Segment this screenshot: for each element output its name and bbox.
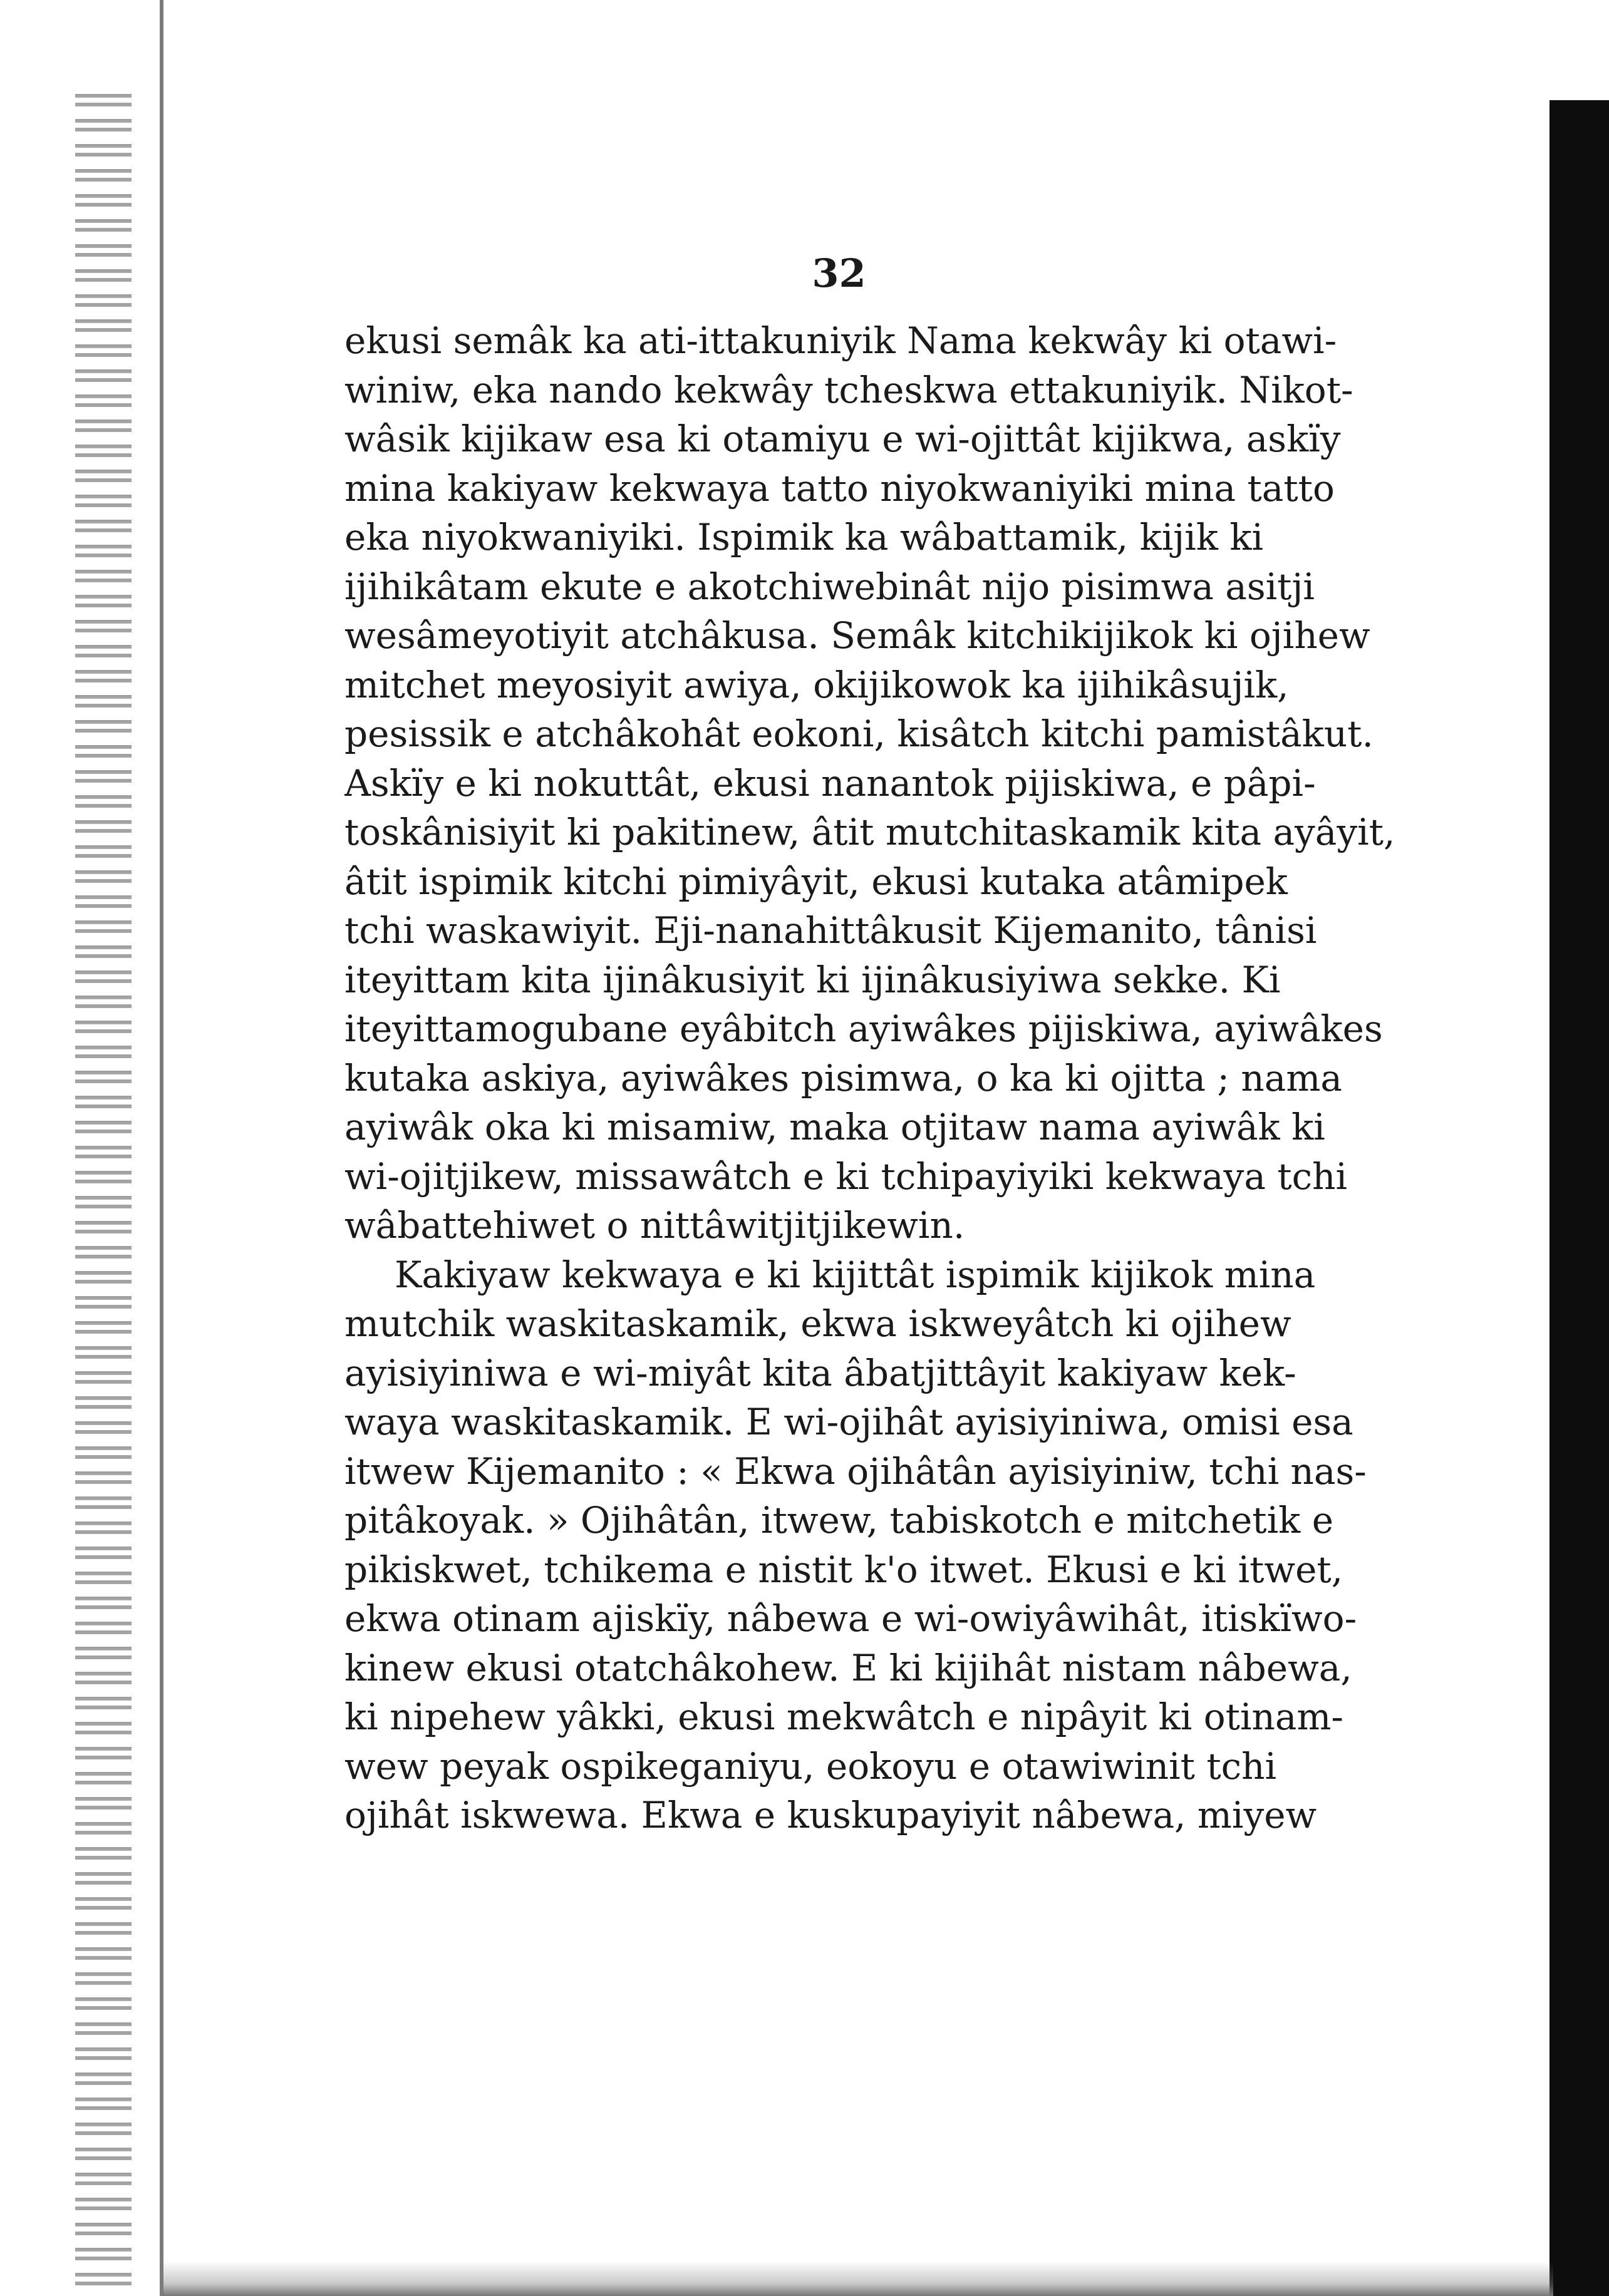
text-line: pesissik e atchâkohât eokoni, kisâtch kitchi pamistâkut. bbox=[344, 713, 1374, 755]
text-line: mina kakiyaw kekwaya tatto niyokwaniyiki mina tatto bbox=[344, 466, 1335, 510]
text-line: kinew ekusi otatchâkohew. E ki kijihât nistam nâbewa, bbox=[344, 1646, 1352, 1689]
text-line: toskânisiyit ki pakitinew, âtit mutchitaskamik kita ayâyit, bbox=[344, 811, 1395, 853]
text-line: ijihikâtam ekute e akotchiwebinât nijo pisimwa asitji bbox=[344, 565, 1315, 608]
text-line: wesâmeyotiyit atchâkusa. Semâk kitchikijikok ki ojihew bbox=[344, 614, 1370, 657]
text-line: ki nipehew yâkki, ekusi mekwâtch e nipâyit ki otinam- bbox=[344, 1696, 1344, 1738]
text-line: mutchik waskitaskamik, ekwa iskweyâtch ki ojihew bbox=[344, 1302, 1291, 1345]
text-line: ayiwâk oka ki misamiw, maka otjitaw nama ayiwâk ki bbox=[344, 1106, 1325, 1148]
text-line: wew peyak ospikeganiyu, eokoyu e otawiwinit tchi bbox=[344, 1744, 1277, 1788]
text-line: itwew Kijemanito : « Ekwa ojihâtân ayisiyiniw, tchi nas- bbox=[344, 1449, 1367, 1493]
text-line: iteyittamogubane eyâbitch ayiwâkes pijiskiwa, ayiwâkes bbox=[344, 1007, 1383, 1050]
scan-binding-line bbox=[160, 0, 163, 2296]
text-line: ekwa otinam ajiskïy, nâbewa e wi-owiyâwihât, itiskïwo- bbox=[344, 1597, 1357, 1640]
text-line: Askïy e ki nokuttât, ekusi nanantok pijiskiwa, e pâpi- bbox=[344, 761, 1316, 805]
page-number: 32 bbox=[812, 250, 866, 296]
text-line: wâsik kijikaw esa ki otamiyu e wi-ojittât kijikwa, askïy bbox=[344, 418, 1341, 460]
text-line: Kakiyaw kekwaya e ki kijittât ispimik kijikok mina bbox=[395, 1253, 1316, 1296]
text-line: tchi waskawiyit. Eji-nanahittâkusit Kijemanito, tânisi bbox=[344, 909, 1317, 952]
scan-bottom-smudge bbox=[163, 2262, 1553, 2296]
text-line: pikiskwet, tchikema e nistit k'o itwet. Ekusi e ki itwet, bbox=[344, 1548, 1343, 1591]
text-line: winiw, eka nando kekwây tcheskwa ettakuniyik. Nikot- bbox=[344, 368, 1353, 411]
scan-dark-edge bbox=[1550, 100, 1609, 2296]
text-line: waya waskitaskamik. E wi-ojihât ayisiyiniwa, omisi esa bbox=[344, 1401, 1353, 1443]
text-line: kutaka askiya, ayiwâkes pisimwa, o ka ki ojitta ; nama bbox=[344, 1056, 1342, 1099]
text-line: âtit ispimik kitchi pimiyâyit, ekusi kutaka atâmipek bbox=[344, 860, 1288, 903]
paragraph-2 bbox=[344, 1250, 1422, 1840]
text-line: mitchet meyosiyit awiya, okijikowok ka ijihikâsujik, bbox=[344, 663, 1289, 706]
text-line: ekusi semâk ka ati-ittakuniyik Nama kekwây ki otawi- bbox=[344, 319, 1337, 362]
text-line: ojihât iskwewa. Ekwa e kuskupayiyit nâbewa, miyew bbox=[344, 1794, 1317, 1836]
text-line: wi-ojitjikew, missawâtch e ki tchipayiyiki kekwaya tchi bbox=[344, 1155, 1348, 1198]
paragraph-1 bbox=[344, 316, 1422, 1250]
text-line: eka niyokwaniyiki. Ispimik ka wâbattamik, kijik ki bbox=[344, 516, 1264, 559]
text-line: ayisiyiniwa e wi-miyât kita âbatjittâyit kakiyaw kek- bbox=[344, 1351, 1296, 1394]
page-text bbox=[344, 316, 1422, 1840]
text-line: iteyittam kita ijinâkusiyit ki ijinâkusiyiwa sekke. Ki bbox=[344, 958, 1281, 1001]
text-line: wâbattehiwet o nittâwitjitjikewin. bbox=[344, 1204, 965, 1247]
text-line: pitâkoyak. » Ojihâtân, itwew, tabiskotch e mitchetik e bbox=[344, 1499, 1334, 1542]
scan-binding-edge bbox=[75, 94, 132, 2285]
